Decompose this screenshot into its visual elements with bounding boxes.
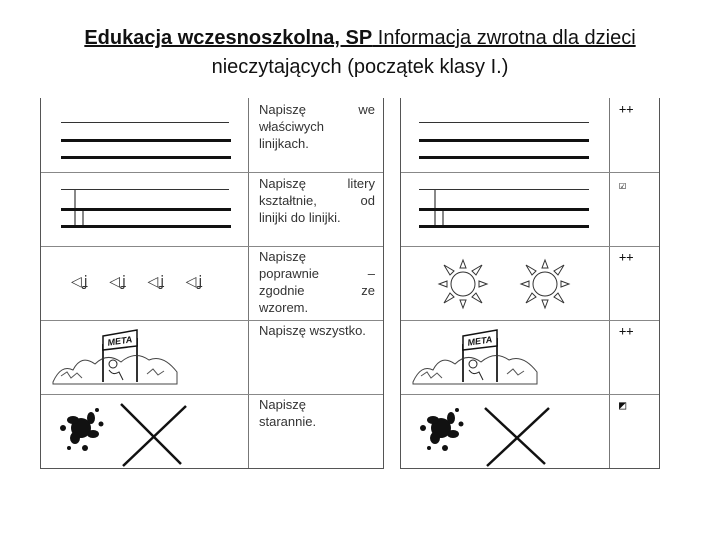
ink-blot-icon bbox=[60, 408, 104, 451]
title-rest: Informacja zwrotna dla dzieci bbox=[372, 27, 636, 49]
criterion-5: Napiszę starannie. bbox=[259, 397, 317, 429]
sun-drawings bbox=[431, 252, 581, 316]
feedback-mark-row5: ◩ bbox=[619, 398, 627, 412]
feedback-mark-row1: ++ bbox=[619, 102, 634, 116]
feedback-mark-row3: ++ bbox=[619, 250, 634, 264]
sun-icon bbox=[521, 260, 569, 308]
criterion-2: Napiszę litery kształtnie, od linijki do linijki. bbox=[259, 176, 375, 225]
left-table bbox=[40, 98, 384, 469]
left-column-divider bbox=[248, 98, 249, 468]
sun-icon bbox=[439, 260, 487, 308]
pattern-glyph: ◁ʝ bbox=[185, 274, 205, 290]
cross-icon bbox=[485, 408, 545, 464]
ink-blot-icon bbox=[420, 408, 464, 451]
row-divider bbox=[401, 394, 659, 395]
title-bold: Edukacja wczesnoszkolna, SP bbox=[84, 27, 373, 49]
criterion-3: Napiszę poprawnie – zgodnie ze wzorem. bbox=[259, 249, 375, 315]
right-column-divider bbox=[609, 98, 610, 468]
writing-line bbox=[419, 122, 589, 123]
finish-banner-text: META bbox=[466, 334, 493, 348]
writing-line bbox=[419, 139, 589, 142]
pattern-drawing bbox=[71, 274, 205, 290]
criterion-1: Napiszę we właściwych linijkach. bbox=[259, 102, 375, 151]
finish-line-illustration bbox=[51, 324, 181, 390]
finish-line-illustration bbox=[411, 324, 541, 390]
writing-line bbox=[419, 156, 589, 159]
writing-line bbox=[61, 156, 231, 159]
writing-line bbox=[61, 122, 229, 123]
title-line2: nieczytających (początek klasy I.) bbox=[211, 56, 509, 78]
row-divider bbox=[401, 172, 659, 173]
row-divider bbox=[41, 320, 383, 321]
right-table bbox=[400, 98, 660, 469]
writing-line bbox=[61, 139, 231, 142]
blot-and-cross-drawing bbox=[51, 402, 241, 466]
page-title bbox=[0, 24, 720, 82]
criterion-4: Napiszę wszystko. bbox=[259, 323, 366, 338]
blot-and-cross-drawing bbox=[411, 402, 601, 466]
feedback-mark-row2: ☑ bbox=[619, 178, 627, 192]
pattern-glyph: ◁ʝ bbox=[71, 274, 90, 290]
row-divider bbox=[41, 172, 383, 173]
row-divider bbox=[401, 320, 659, 321]
pattern-glyph: ◁ʝ bbox=[147, 274, 167, 290]
row-divider bbox=[41, 246, 383, 247]
row-divider bbox=[401, 246, 659, 247]
letter-stroke-drawing bbox=[71, 190, 91, 228]
feedback-mark-row4: ++ bbox=[619, 324, 634, 338]
row-divider bbox=[41, 394, 383, 395]
cross-icon bbox=[121, 404, 181, 464]
pattern-glyph: ◁ʝ bbox=[109, 274, 129, 290]
finish-banner-text: META bbox=[106, 334, 133, 348]
letter-stroke-drawing bbox=[431, 190, 451, 228]
